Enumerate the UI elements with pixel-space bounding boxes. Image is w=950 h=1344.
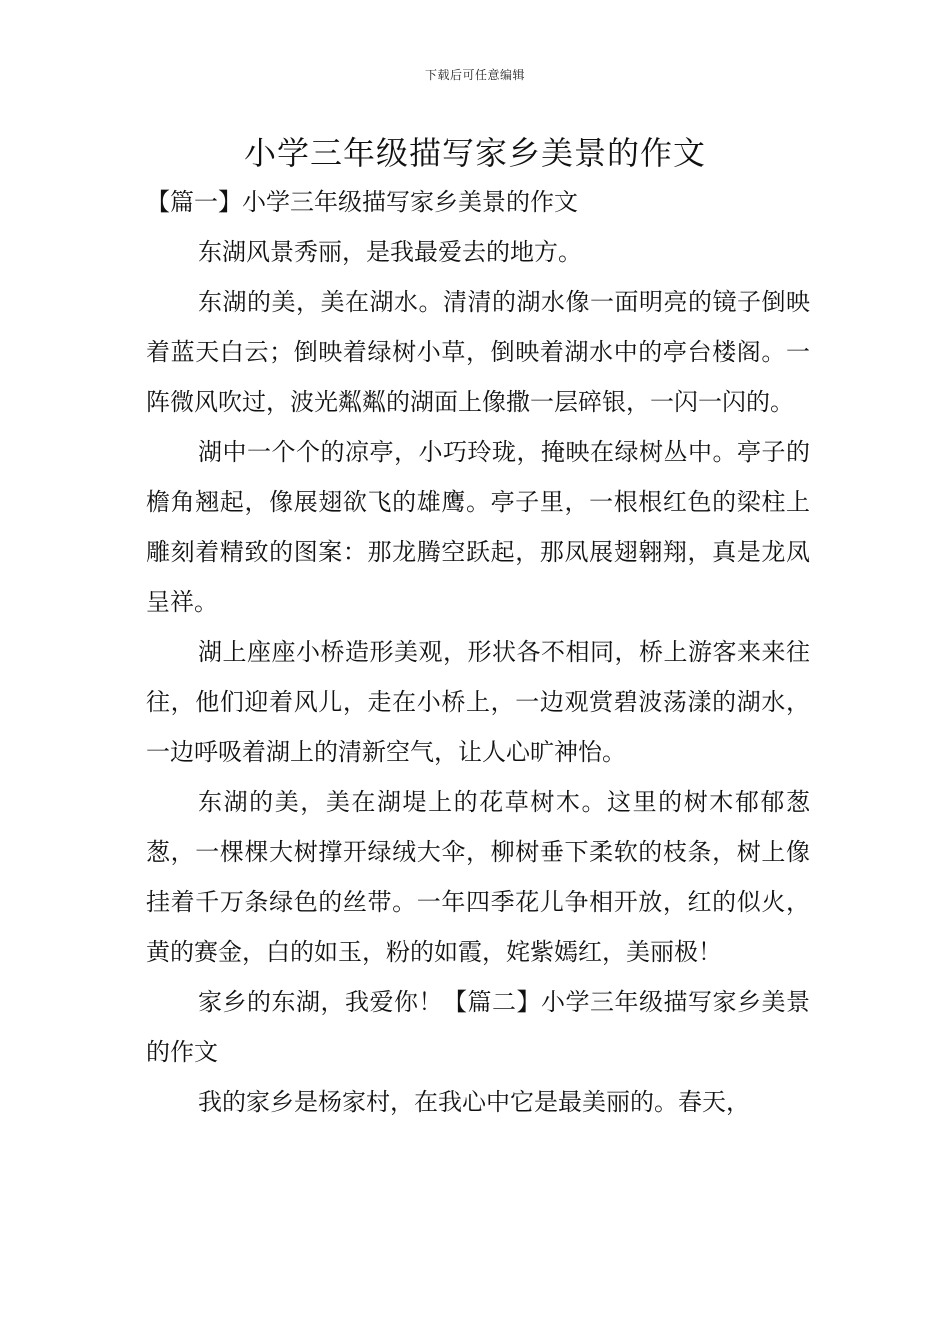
paragraph: 湖上座座小桥造形美观，形状各不相同，桥上游客来来往往，他们迎着风儿，走在小桥上，一边观赏碧波荡漾的湖水，一边呼吸着湖上的清新空气，让人心旷神怡。 [146,638,810,766]
paragraph: 东湖的美，美在湖堤上的花草树木。这里的树木郁郁葱葱，一棵棵大树撑开绿绒大伞，柳树垂下柔软的枝条，树上像挂着千万条绿色的丝带。一年四季花儿争相开放，红的似火，黄的赛金，白的如玉，粉的如霞，姹紫嫣红，美丽极！ [146,788,810,966]
paragraph: 我的家乡是杨家村，在我心中它是最美丽的。春天， [198,1088,750,1116]
paragraph: 东湖的美，美在湖水。清清的湖水像一面明亮的镜子倒映着蓝天白云；倒映着绿树小草，倒映着湖水中的亭台楼阁。一阵微风吹过，波光粼粼的湖面上像撒一层碎银，一闪一闪的。 [146,288,810,416]
paragraph: 家乡的东湖，我爱你！【篇二】小学三年级描写家乡美景的作文 [146,988,810,1066]
section-heading: 【篇一】小学三年级描写家乡美景的作文 [146,188,578,216]
header-note: 下载后可任意编辑 [424,68,525,82]
article-body [146,177,810,1127]
page-title: 小学三年级描写家乡美景的作文 [243,134,706,172]
paragraph: 东湖风景秀丽，是我最爱去的地方。 [198,238,582,266]
paragraph: 湖中一个个的凉亭，小巧玲珑，掩映在绿树丛中。亭子的檐角翘起，像展翅欲飞的雄鹰。亭子里，一根根红色的梁柱上雕刻着精致的图案：那龙腾空跃起，那凤展翅翱翔，真是龙凤呈祥。 [146,438,810,616]
